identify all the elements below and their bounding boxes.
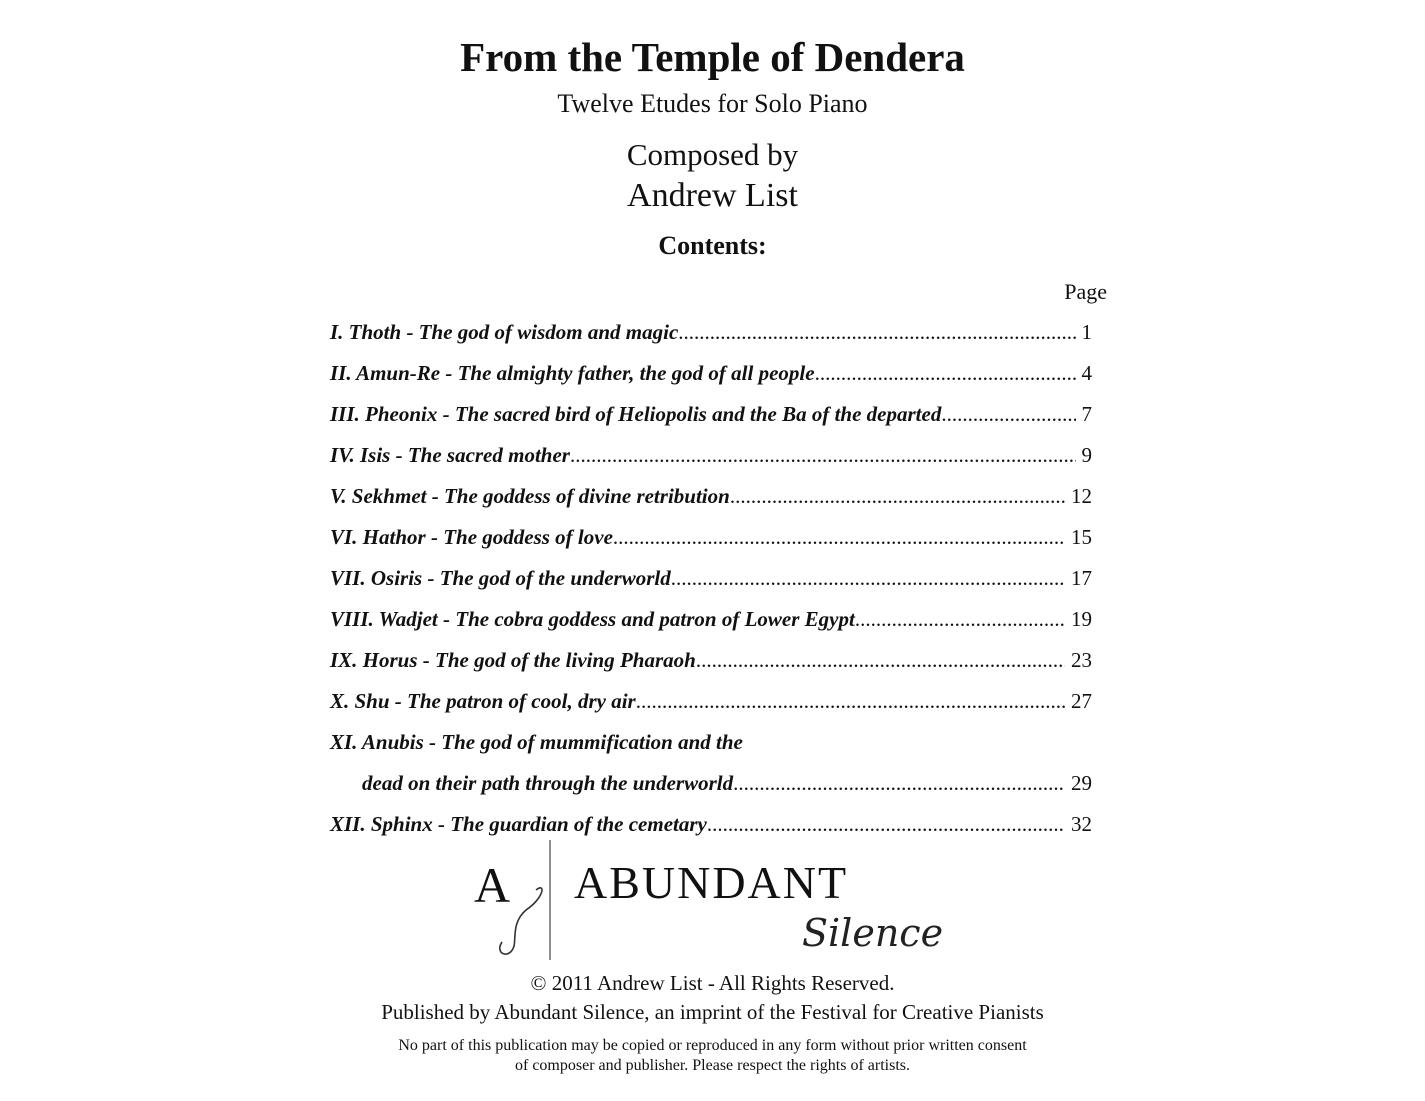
toc-entry (330, 558, 1092, 599)
toc-entry-title: IV. Isis - The sacred mother (330, 443, 570, 467)
toc-entry-page: 7 (1081, 402, 1092, 426)
logo-word-abundant: ABUNDANT (574, 857, 849, 908)
toc-entry-title: XI. Anubis - The god of mummification and the (330, 730, 743, 754)
toc-entry (330, 394, 1092, 435)
composer-name: Andrew List (627, 177, 798, 214)
toc-entry-page: 9 (1081, 443, 1092, 467)
dot-leader (636, 689, 1065, 714)
toc-entry-page: 17 (1071, 566, 1092, 590)
dot-leader (678, 320, 1075, 345)
toc-entry-title: III. Pheonix - The sacred bird of Heliopolis and the Ba of the departed (330, 402, 942, 426)
toc-entry-title: VII. Osiris - The god of the underworld (330, 566, 671, 590)
dot-leader (733, 771, 1065, 796)
toc-entry (330, 763, 1092, 804)
toc-entry (330, 312, 1092, 353)
toc-entry (330, 599, 1092, 640)
toc-entry-page: 1 (1081, 320, 1092, 344)
toc-entry-page: 19 (1071, 607, 1092, 631)
toc-entry-title: X. Shu - The patron of cool, dry air (330, 689, 636, 713)
composed-by-label: Composed by (626, 137, 799, 172)
dot-leader (730, 484, 1065, 509)
toc-entry (330, 435, 1092, 476)
logo-word-silence: Silence (802, 911, 944, 955)
publisher-line: Published by Abundant Silence, an imprint of the Festival for Creative Pianists (381, 1000, 1044, 1024)
subtitle: Twelve Etudes for Solo Piano (557, 89, 868, 118)
toc-entry (330, 640, 1092, 681)
dot-leader (671, 566, 1065, 591)
toc-entry-title: dead on their path through the underworld (362, 771, 734, 795)
toc-entry-title: IX. Horus - The god of the living Pharaoh (330, 648, 696, 672)
table-of-contents (330, 312, 1092, 845)
abundant-silence-logo (470, 838, 970, 962)
toc-entry-title: VIII. Wadjet - The cobra goddess and patron of Lower Egypt (330, 607, 855, 631)
dot-leader (696, 648, 1065, 673)
toc-entry (330, 722, 1092, 763)
toc-entry-title: XII. Sphinx - The guardian of the cemetary (330, 812, 707, 836)
document-title: From the Temple of Dendera (460, 34, 965, 80)
toc-entry (330, 681, 1092, 722)
toc-entry (330, 517, 1092, 558)
copyright-line: © 2011 Andrew List - All Rights Reserved. (530, 971, 895, 995)
logo-monogram-a: A (474, 857, 511, 913)
dot-leader (815, 361, 1076, 386)
dot-leader (613, 525, 1065, 550)
toc-entry-title: VI. Hathor - The goddess of love (330, 525, 613, 549)
dot-leader (707, 812, 1065, 837)
toc-entry-page: 12 (1071, 484, 1092, 508)
toc-entry-page: 23 (1071, 648, 1092, 672)
toc-entry-page: 32 (1071, 812, 1092, 836)
notice-line-2: of composer and publisher. Please respect the rights of artists. (514, 1057, 910, 1074)
toc-entry-title: I. Thoth - The god of wisdom and magic (330, 320, 679, 344)
dot-leader (855, 607, 1065, 632)
toc-entry-page: 15 (1071, 525, 1092, 549)
toc-entry-page: 4 (1081, 361, 1092, 385)
toc-entry-page: 27 (1071, 689, 1092, 713)
toc-entry (330, 476, 1092, 517)
dot-leader (941, 402, 1075, 427)
notice-line-1: No part of this publication may be copied or reproduced in any form without prior written consent (398, 1037, 1027, 1054)
contents-heading: Contents: (658, 231, 767, 260)
toc-entry-page: 29 (1071, 771, 1092, 795)
dot-leader (570, 443, 1076, 468)
toc-entry (330, 353, 1092, 394)
page-column-header: Page (1064, 279, 1107, 304)
toc-entry-title: II. Amun-Re - The almighty father, the god of all people (330, 361, 815, 385)
toc-entry-title: V. Sekhmet - The goddess of divine retribution (330, 484, 730, 508)
